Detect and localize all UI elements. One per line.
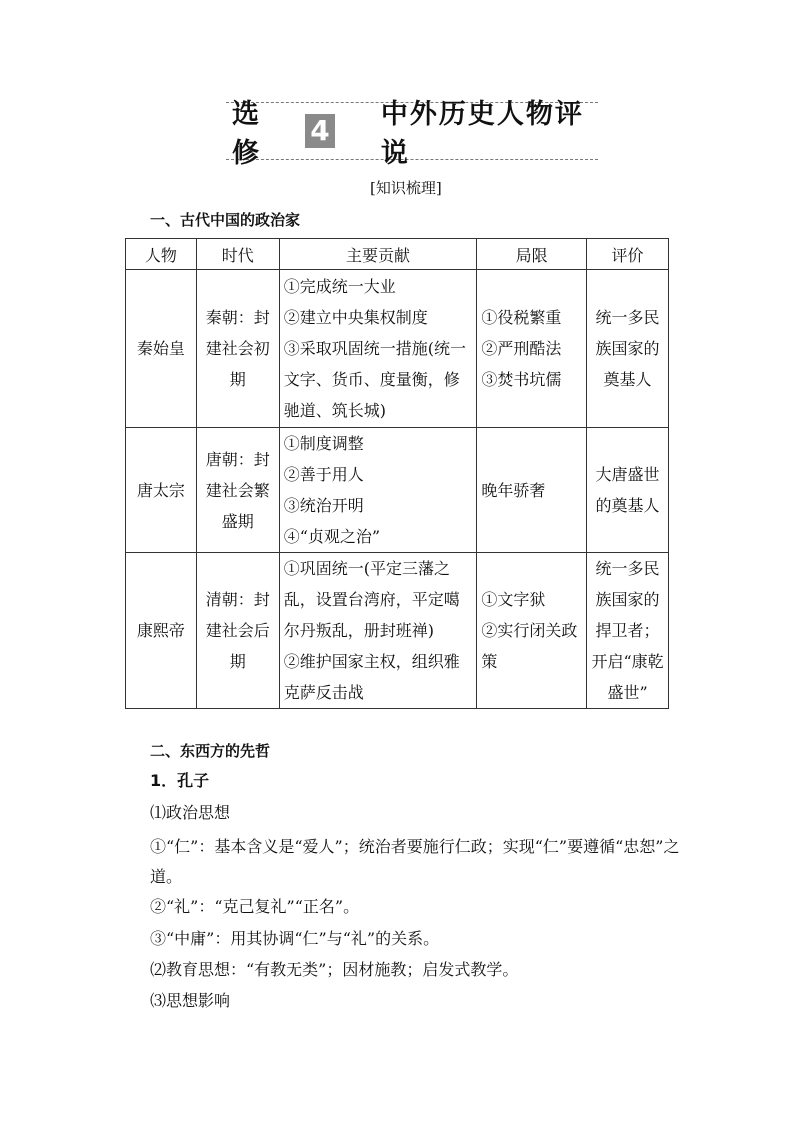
subheading-political-thought: ⑴政治思想	[150, 803, 231, 822]
cell-era: 秦朝：封建社会初期	[196, 270, 279, 428]
title-number-badge: 4	[305, 114, 335, 148]
header-limits: 局限	[477, 239, 587, 270]
contribution-item: ③统治开明	[283, 496, 364, 515]
section-label: [知识梳理]	[370, 179, 442, 197]
limit-item: ③焚书坑儒	[481, 370, 562, 389]
cell-contributions	[279, 270, 477, 428]
cell-contributions	[279, 428, 477, 553]
limit-item: ②严刑酷法	[481, 339, 562, 358]
cell-person: 秦始皇	[126, 270, 197, 428]
cell-limits	[477, 428, 587, 553]
paragraph-ren: ①“仁”：基本含义是“爱人”；统治者要施行仁政；实现“仁”要遵循“忠恕”之道。	[150, 837, 680, 886]
chapter-title	[226, 99, 598, 169]
cell-evaluation: 大唐盛世的奠基人	[587, 428, 669, 553]
cell-limits	[477, 270, 587, 428]
title-prefix: 选 修	[232, 99, 261, 169]
contribution-item: ②维护国家主权，组织雅克萨反击战	[283, 652, 460, 702]
cell-evaluation: 统一多民族国家的捍卫者；开启“康乾盛世”	[587, 553, 669, 709]
contribution-item: ①巩固统一(平定三藩之乱，设置台湾府，平定噶尔丹叛乱，册封班禅)	[283, 559, 460, 640]
table-row	[126, 428, 669, 553]
paragraph-li: ②“礼”：“克己复礼”“正名”。	[150, 897, 360, 916]
paragraph-influence: ⑶思想影响	[150, 991, 231, 1010]
heading-philosophers: 二、东西方的先哲	[150, 742, 271, 760]
subheading-confucius: 1．孔子	[150, 771, 210, 790]
contribution-item: ②建立中央集权制度	[283, 308, 428, 327]
contribution-item: ②善于用人	[283, 465, 364, 484]
title-main: 中外历史人物评说	[380, 99, 584, 169]
politicians-table	[125, 238, 669, 709]
cell-era: 清朝：封建社会后期	[196, 553, 279, 709]
paragraph-zhongyong: ③“中庸”：用其协调“仁”与“礼”的关系。	[150, 929, 440, 948]
limit-item: ②实行闭关政策	[481, 621, 578, 671]
paragraph-education: ⑵教育思想：“有教无类”；因材施教；启发式教学。	[150, 960, 519, 979]
cell-contributions	[279, 553, 477, 709]
header-person: 人物	[126, 239, 197, 270]
contribution-item: ①制度调整	[283, 434, 364, 453]
heading-politicians: 一、古代中国的政治家	[150, 211, 301, 229]
contribution-item: ③采取巩固统一措施(统一文字、货币、度量衡，修驰道、筑长城)	[283, 339, 466, 420]
cell-era: 唐朝：封建社会繁盛期	[196, 428, 279, 553]
contribution-item: ①完成统一大业	[283, 277, 396, 296]
cell-limits	[477, 553, 587, 709]
table-row	[126, 553, 669, 709]
cell-person: 康熙帝	[126, 553, 197, 709]
cell-evaluation: 统一多民族国家的奠基人	[587, 270, 669, 428]
limit-item: ①役税繁重	[481, 308, 562, 327]
table-header-row	[126, 239, 669, 270]
limit-item: ①文字狱	[481, 590, 546, 609]
cell-person: 唐太宗	[126, 428, 197, 553]
header-contribution: 主要贡献	[279, 239, 477, 270]
header-evaluation: 评价	[587, 239, 669, 270]
limit-item: 晚年骄奢	[481, 480, 546, 500]
table-row	[126, 270, 669, 428]
header-era: 时代	[196, 239, 279, 270]
contribution-item: ④“贞观之治”	[283, 527, 381, 546]
